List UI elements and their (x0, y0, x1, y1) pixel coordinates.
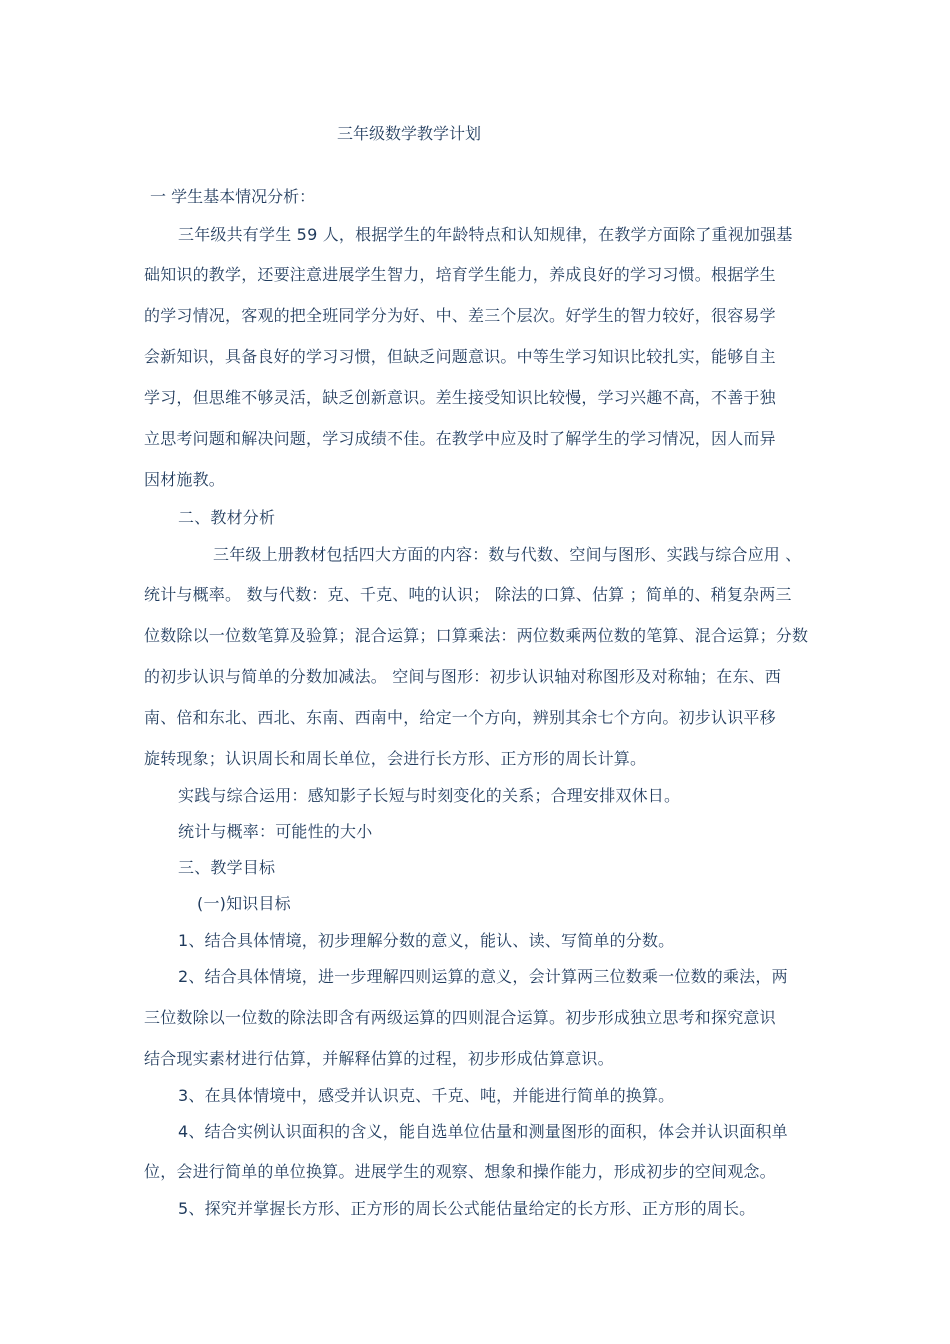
paragraph-line: 础知识的教学，还要注意进展学生智力，培育学生能力，养成良好的学习习惯。根据学生 (144, 265, 776, 284)
paragraph-line: 实践与综合运用：感知影子长短与时刻变化的关系；合理安排双休日。 (178, 786, 681, 805)
subsection-heading-knowledge-goals: (一)知识目标 (197, 894, 291, 913)
paragraph-line: 三年级上册教材包括四大方面的内容：数与代数、空间与图形、实践与综合应用 、 (213, 545, 802, 564)
document-title: 三年级数学教学计划 (337, 124, 482, 143)
list-item: 3、在具体情境中，感受并认识克、千克、吨，并能进行简单的换算。 (178, 1086, 675, 1105)
paragraph-line: 三位数除以一位数的除法即含有两级运算的四则混合运算。初步形成独立思考和探究意识 (144, 1008, 776, 1027)
paragraph-line: 会新知识，具备良好的学习习惯，但缺乏问题意识。中等生学习知识比较扎实，能够自主 (144, 347, 776, 366)
list-item: 1、结合具体情境，初步理解分数的意义，能认、读、写简单的分数。 (178, 931, 675, 950)
paragraph-line: 三年级共有学生 59 人，根据学生的年龄特点和认知规律，在教学方面除了重视加强基 (178, 225, 793, 244)
paragraph-line: 的学习情况，客观的把全班同学分为好、中、差三个层次。好学生的智力较好，很容易学 (144, 306, 776, 325)
section-heading-teaching-goals: 三、教学目标 (178, 858, 276, 877)
paragraph-line: 旋转现象；认识周长和周长单位，会进行长方形、正方形的周长计算。 (144, 749, 647, 768)
paragraph-line: 南、倍和东北、西北、东南、西南中，给定一个方向，辨别其余七个方向。初步认识平移 (144, 708, 776, 727)
paragraph-line: 统计与概率：可能性的大小 (178, 822, 373, 841)
list-item: 2、结合具体情境，进一步理解四则运算的意义，会计算两三位数乘一位数的乘法，两 (178, 967, 788, 986)
section-heading-textbook-analysis: 二、教材分析 (178, 508, 276, 527)
paragraph-line: 位数除以一位数笔算及验算；混合运算；口算乘法：两位数乘两位数的笔算、混合运算；分数 (144, 626, 809, 645)
paragraph-line: 因材施教。 (144, 470, 226, 489)
paragraph-line: 学习，但思维不够灵活，缺乏创新意识。差生接受知识比较慢，学习兴趣不高，不善于独 (144, 388, 776, 407)
paragraph-line: 立思考问题和解决问题，学习成绩不佳。在教学中应及时了解学生的学习情况，因人而异 (144, 429, 776, 448)
paragraph-line: 统计与概率。 数与代数：克、千克、吨的认识； 除法的口算、估算 ；简单的、稍复杂两三 (144, 585, 792, 604)
list-item: 4、结合实例认识面积的含义，能自选单位估量和测量图形的面积，体会并认识面积单 (178, 1122, 788, 1141)
paragraph-line: 结合现实素材进行估算，并解释估算的过程，初步形成估算意识。 (144, 1049, 614, 1068)
paragraph-line: 位，会进行简单的单位换算。进展学生的观察、想象和操作能力，形成初步的空间观念。 (144, 1162, 776, 1181)
paragraph-line: 的初步认识与简单的分数加减法。 空间与图形：初步认识轴对称图形及对称轴；在东、西 (144, 667, 782, 686)
section-heading-student-analysis: 一 学生基本情况分析： (150, 187, 316, 206)
list-item: 5、探究并掌握长方形、正方形的周长公式能估量给定的长方形、正方形的周长。 (178, 1199, 756, 1218)
